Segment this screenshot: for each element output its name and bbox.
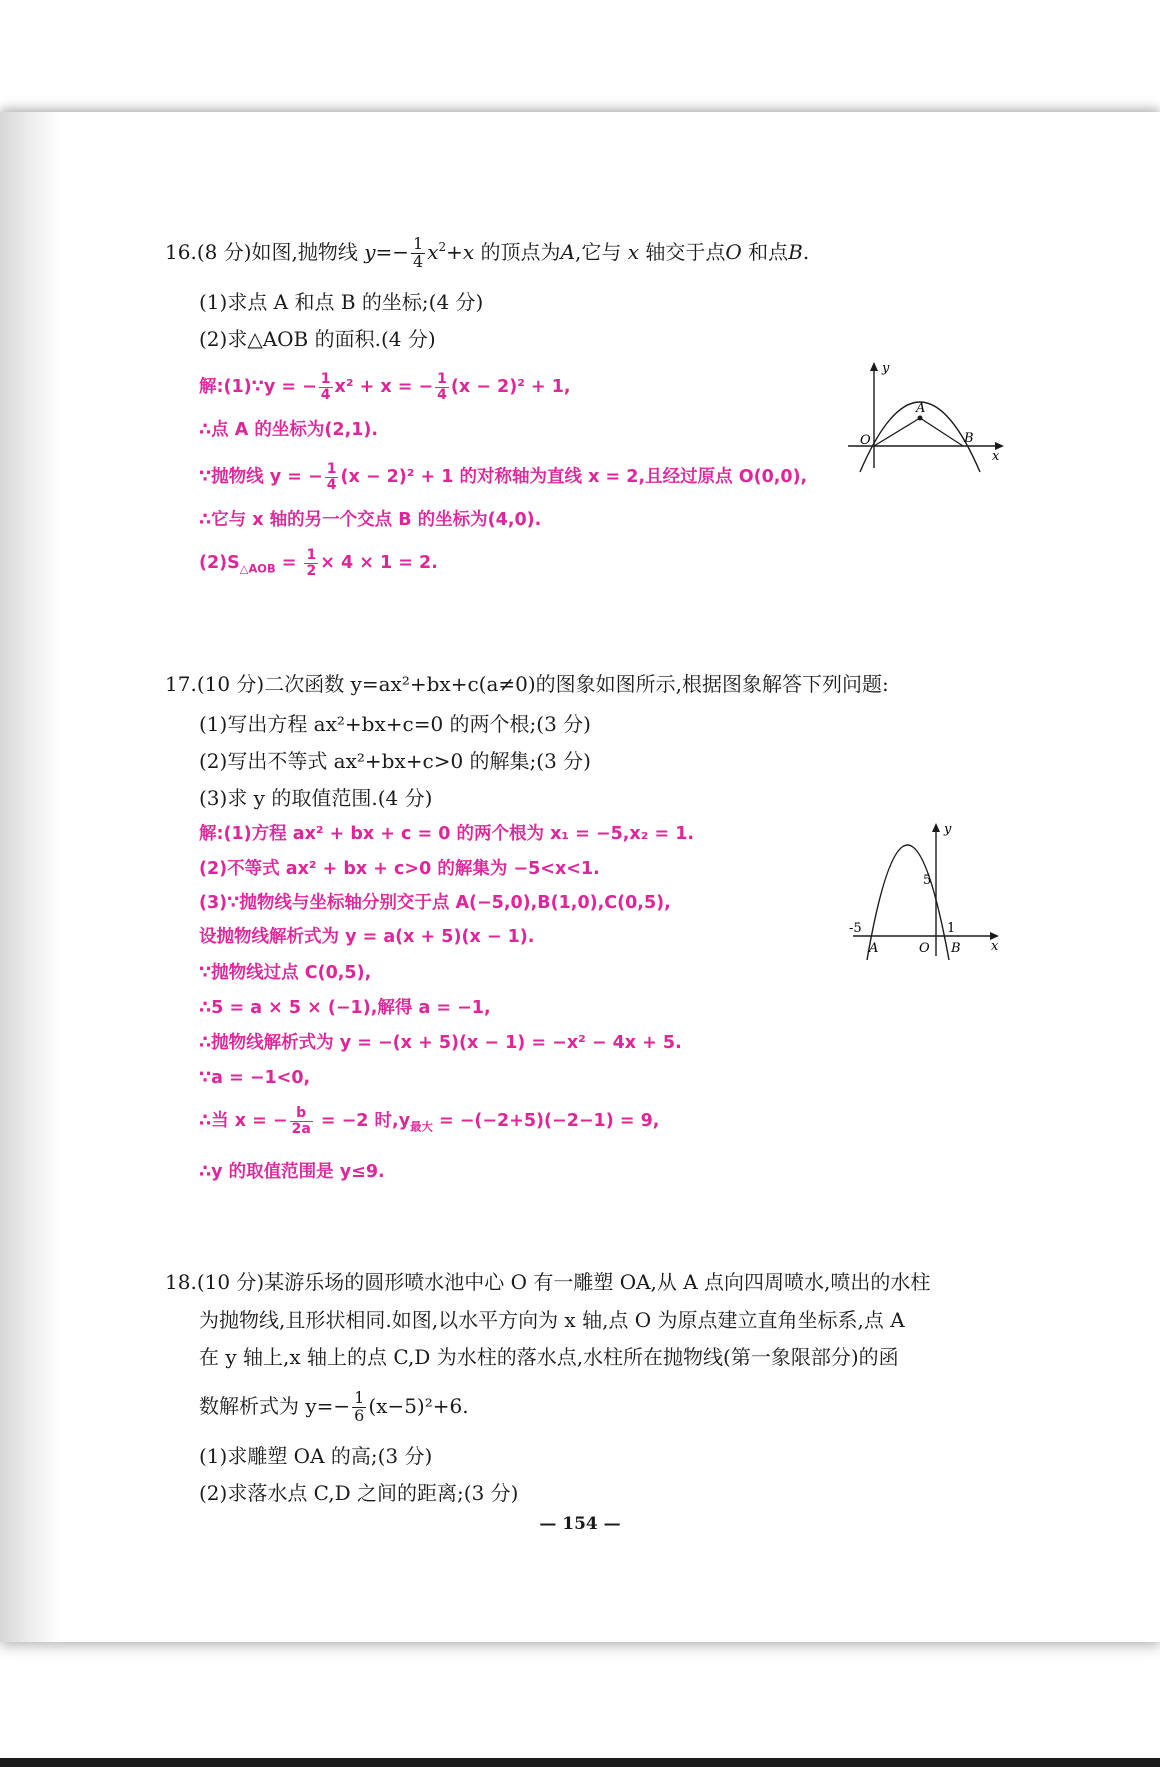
q16-sub1: (1)求点 A 和点 B 的坐标;(4 分) [199, 290, 484, 314]
q17-neg5-label: -5 [849, 921, 862, 936]
q17-point-b-label: B [951, 941, 961, 956]
q17-sub3: (3)求 y 的取值范围.(4 分) [199, 786, 433, 810]
q17-answer-line10: ∴y 的取值范围是 y≤9. [199, 1162, 385, 1182]
q16-x-label: x [992, 449, 1000, 464]
q17-number: 17. [165, 672, 197, 696]
q16-origin-label: O [860, 433, 871, 448]
q17-header: 17.(10 分)二次函数 y=ax²+bx+c(a≠0)的图象如图所示,根据图象解答下列问题: [165, 672, 889, 696]
q17-five-label: 5 [923, 873, 932, 888]
q17-sub2: (2)写出不等式 ax²+bx+c>0 的解集;(3 分) [199, 749, 591, 773]
q16-vertex-point [918, 416, 923, 421]
page-number: — 154 — [539, 1514, 621, 1534]
q17-origin-label: O [919, 941, 930, 956]
q18-number: 18. [165, 1270, 197, 1294]
q16-answer-line4: ∴它与 x 轴的另一个交点 B 的坐标为(4,0). [199, 510, 542, 530]
q16-answer-line1: 解:(1)∵y = − $\frac{1}{4}$ x² + x = − $\frac{1}{4}$ (x − 2)² + 1, [199, 371, 571, 403]
q17-answer-line1: 解:(1)方程 ax² + bx + c = 0 的两个根为 x₁ = −5,x₂ = 1. [199, 824, 695, 844]
q17-parabola-graph [845, 820, 1010, 960]
q17-sub1: (1)写出方程 ax²+bx+c=0 的两个根;(3 分) [199, 712, 591, 736]
q18-sub2: (2)求落水点 C,D 之间的距离;(3 分) [199, 1481, 519, 1505]
q16-header: 16.(8 分)如图,抛物线 y=− $\frac{1}{4}$ $x^2+x$ 的顶点为A,它与 x 轴交于点O 和点B. [165, 234, 810, 271]
q17-answer-line4: 设抛物线解析式为 y = a(x + 5)(x − 1). [199, 927, 535, 947]
q16-sub2: (2)求△AOB 的面积.(4 分) [199, 327, 436, 351]
q18-line2: 为抛物线,且形状相同.如图,以水平方向为 x 轴,点 O 为原点建立直角坐标系,点 A [199, 1308, 905, 1332]
q16-fraction: $\frac{1}{4}$ [413, 234, 424, 271]
q16-point-a-label: A [916, 401, 926, 416]
q17-answer-line9: ∴当 x = − $\frac{b}{2a}$ = −2 时$,y_{最大} = -(-2+5)(-2-1) = 9$, [199, 1105, 660, 1137]
q17-x-label: x [991, 939, 999, 954]
q16-answer-line5: $(2)S_{\triangle AOB}$ = $\frac{1}{2}$ × 4 × 1 = 2. [199, 547, 438, 579]
q17-one-label: 1 [947, 921, 956, 936]
q16-number: 16. [165, 239, 197, 264]
q18-line1: 18.(10 分)某游乐场的圆形喷水池中心 O 有一雕塑 OA,从 A 点向四周喷水,喷出的水柱 [165, 1270, 931, 1294]
q17-answer-line2: (2)不等式 ax² + bx + c>0 的解集为 −5<x<1. [199, 859, 600, 879]
q16-point-b-label: B [964, 431, 974, 446]
q16-y-label: y [882, 361, 890, 376]
bottom-bar [0, 1758, 1160, 1767]
q17-point-a-label: A [869, 941, 879, 956]
q18-line4: 数解析式为 y=− $\frac{1}{6}$ (x−5)²+6. [199, 1388, 469, 1425]
q18-sub1: (1)求雕塑 OA 的高;(3 分) [199, 1444, 433, 1468]
q16-answer-line2: ∴点 A 的坐标为(2,1). [199, 420, 379, 440]
q17-answer-line8: ∵a = −1<0, [199, 1068, 311, 1088]
q16-y-arrow-icon [870, 362, 878, 371]
q17-answer-line3: (3)∵抛物线与坐标轴分别交于点 A(−5,0),B(1,0),C(0,5), [199, 893, 671, 913]
q18-line3: 在 y 轴上,x 轴上的点 C,D 为水柱的落水点,水柱所在抛物线(第一象限部分)的函 [199, 1345, 899, 1369]
q17-y-arrow-icon [932, 823, 940, 832]
q17-y-label: y [944, 822, 952, 837]
q16-answer-line3: ∵抛物线 y = − $\frac{1}{4}$ (x − 2)² + 1 的对称轴为直线 x = 2,且经过原点 O(0,0), [199, 461, 808, 493]
q17-parabola-curve [867, 845, 949, 960]
q17-answer-line5: ∵抛物线过点 C(0,5), [199, 963, 372, 983]
q16-parabola-graph [840, 360, 1010, 480]
q17-answer-line6: ∴5 = a × 5 × (−1),解得 a = −1, [199, 998, 491, 1018]
q17-answer-line7: ∴抛物线解析式为 y = −(x + 5)(x − 1) = −x² − 4x + 5. [199, 1033, 682, 1053]
